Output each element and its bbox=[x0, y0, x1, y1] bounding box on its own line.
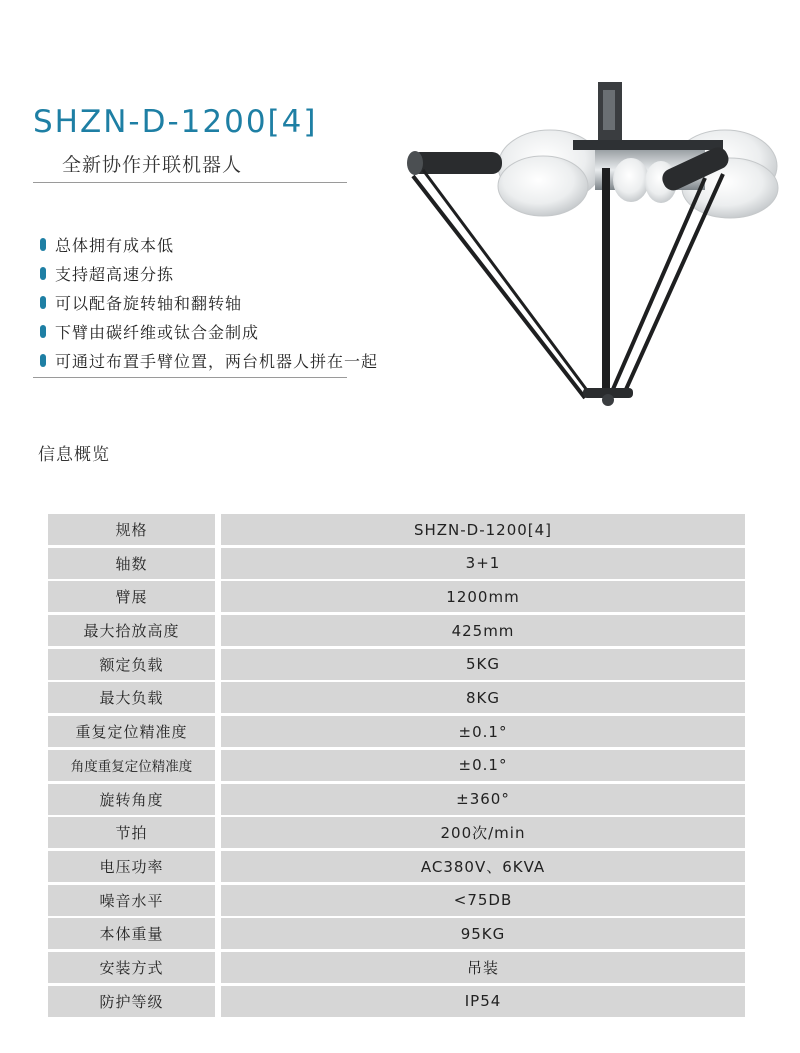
bullet-icon bbox=[40, 238, 46, 251]
spec-value: IP54 bbox=[221, 986, 745, 1017]
spec-value: 95KG bbox=[221, 918, 745, 949]
spec-value: 吊装 bbox=[221, 952, 745, 983]
spec-value: ±0.1° bbox=[221, 716, 745, 747]
spec-value: 5KG bbox=[221, 649, 745, 680]
feature-text: 可通过布置手臂位置，两台机器人拼在一起 bbox=[55, 352, 379, 371]
spec-value: ±360° bbox=[221, 784, 745, 815]
divider-bottom bbox=[33, 377, 347, 378]
spec-key: 额定负载 bbox=[48, 649, 215, 680]
table-row bbox=[48, 986, 745, 1017]
spec-key: 臂展 bbox=[48, 581, 215, 612]
bullet-icon bbox=[40, 354, 46, 367]
spec-value: 8KG bbox=[221, 682, 745, 713]
spec-key: 旋转角度 bbox=[48, 784, 215, 815]
table-row bbox=[48, 615, 745, 646]
spec-value: 1200mm bbox=[221, 581, 745, 612]
spec-value: <75DB bbox=[221, 885, 745, 916]
product-model-title: SHZN-D-1200[4] bbox=[33, 104, 318, 140]
table-row bbox=[48, 918, 745, 949]
feature-text: 下臂由碳纤维或钛合金制成 bbox=[55, 323, 260, 342]
spec-key: 最大拾放高度 bbox=[48, 615, 215, 646]
spec-value: 3+1 bbox=[221, 548, 745, 579]
spec-table bbox=[48, 514, 745, 1019]
spec-key: 节拍 bbox=[48, 817, 215, 848]
table-row bbox=[48, 851, 745, 882]
bullet-icon bbox=[40, 296, 46, 309]
table-row bbox=[48, 682, 745, 713]
feature-item bbox=[40, 259, 378, 288]
product-subtitle: 全新协作并联机器人 bbox=[62, 154, 243, 176]
table-row bbox=[48, 548, 745, 579]
table-row bbox=[48, 885, 745, 916]
bullet-icon bbox=[40, 267, 46, 280]
spec-key: 电压功率 bbox=[48, 851, 215, 882]
spec-key: 本体重量 bbox=[48, 918, 215, 949]
table-row bbox=[48, 750, 745, 781]
table-row bbox=[48, 581, 745, 612]
spec-key: 安装方式 bbox=[48, 952, 215, 983]
feature-text: 支持超高速分拣 bbox=[55, 265, 175, 284]
table-row bbox=[48, 514, 745, 545]
spec-value: ±0.1° bbox=[221, 750, 745, 781]
spec-key: 重复定位精准度 bbox=[48, 716, 215, 747]
feature-list bbox=[40, 230, 378, 375]
bullet-icon bbox=[40, 325, 46, 338]
table-row bbox=[48, 784, 745, 815]
table-row bbox=[48, 817, 745, 848]
spec-value: AC380V、6KVA bbox=[221, 851, 745, 882]
feature-item bbox=[40, 288, 378, 317]
divider-top bbox=[33, 182, 347, 183]
feature-item bbox=[40, 317, 378, 346]
spec-value: SHZN-D-1200[4] bbox=[221, 514, 745, 545]
table-row bbox=[48, 716, 745, 747]
table-row bbox=[48, 649, 745, 680]
spec-key: 噪音水平 bbox=[48, 885, 215, 916]
feature-item bbox=[40, 230, 378, 259]
delta-robot-illustration bbox=[395, 78, 785, 413]
feature-item bbox=[40, 346, 378, 375]
spec-value: 200次/min bbox=[221, 817, 745, 848]
spec-key: 最大负载 bbox=[48, 682, 215, 713]
section-title-overview: 信息概览 bbox=[38, 445, 110, 465]
spec-key: 轴数 bbox=[48, 548, 215, 579]
spec-key: 角度重复定位精准度 bbox=[48, 750, 215, 781]
table-row bbox=[48, 952, 745, 983]
spec-value: 425mm bbox=[221, 615, 745, 646]
spec-key: 规格 bbox=[48, 514, 215, 545]
spec-key: 防护等级 bbox=[48, 986, 215, 1017]
feature-text: 总体拥有成本低 bbox=[55, 236, 175, 255]
feature-text: 可以配备旋转轴和翻转轴 bbox=[55, 294, 243, 313]
